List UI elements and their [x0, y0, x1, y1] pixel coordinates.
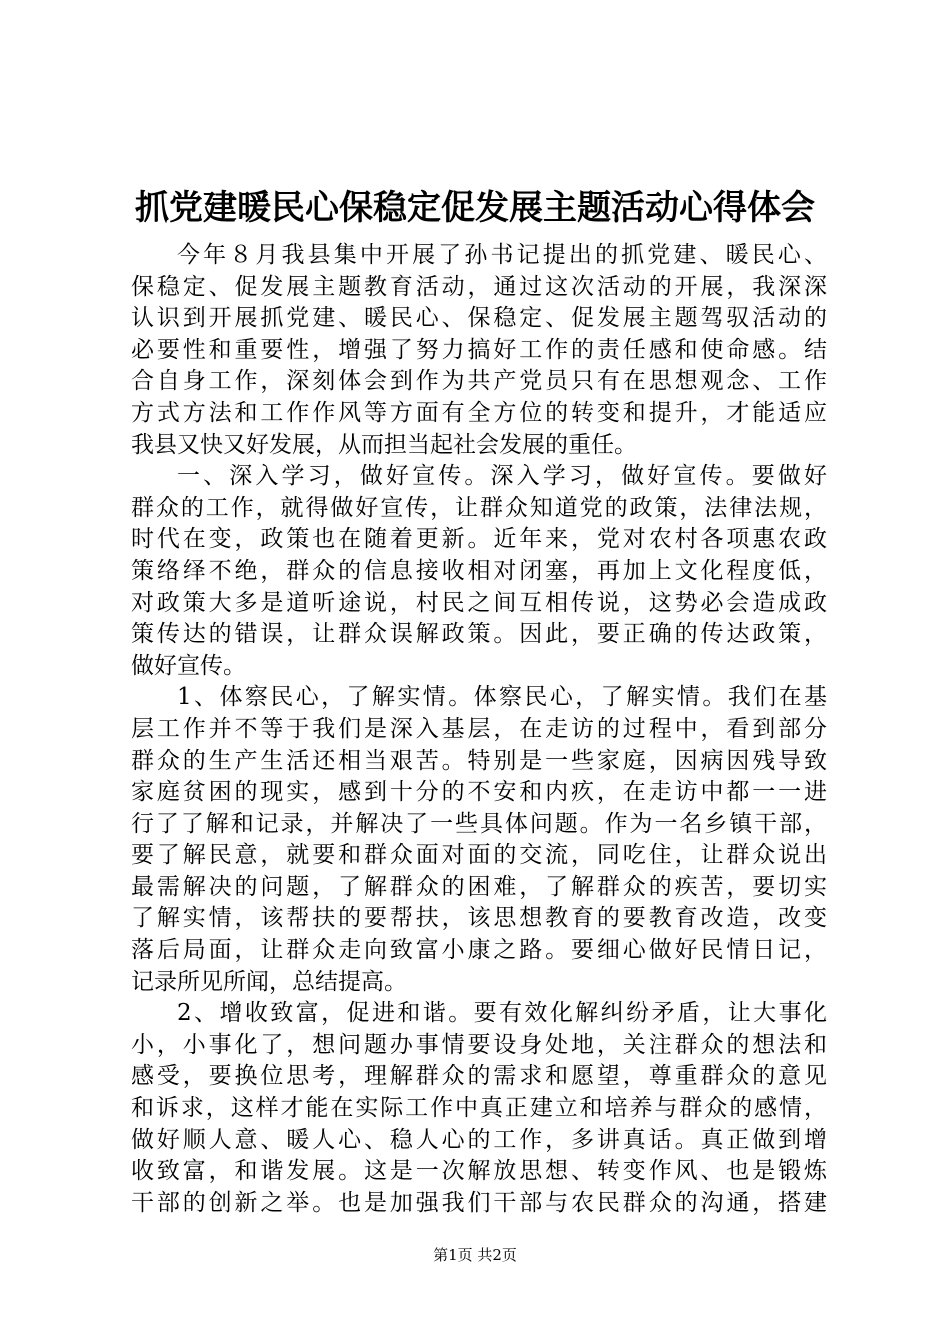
paragraph-line: 记录所见所闻，总结提高。 — [131, 968, 407, 995]
paragraph-line: 收致富，和谐发展。这是一次解放思想、转变作风、也是锻炼 — [131, 1158, 827, 1185]
paragraph-line: 方式方法和工作作风等方面有全方位的转变和提升，才能适应 — [131, 399, 827, 426]
paragraph-line: 策传达的错误，让群众误解政策。因此，要正确的传达政策， — [131, 621, 827, 648]
paragraph-line: 今年８月我县集中开展了孙书记提出的抓党建、暖民心、 — [177, 242, 827, 268]
paragraph-item-2 — [131, 998, 827, 1219]
paragraph-line: 2、增收致富，促进和谐。要有效化解纠纷矛盾，让大事化 — [177, 1000, 827, 1027]
paragraph-line: 要了解民意，就要和群众面对面的交流，同吃住，让群众说出 — [131, 842, 827, 869]
paragraph-line: 落后局面，让群众走向致富小康之路。要细心做好民情日记， — [131, 937, 827, 964]
paragraph-line: 小，小事化了，想问题办事情要设身处地，关注群众的想法和 — [131, 1031, 827, 1058]
paragraph-line: 最需解决的问题，了解群众的困难，了解群众的疾苦，要切实 — [131, 873, 827, 900]
paragraph-line: 保稳定、促发展主题教育活动，通过这次活动的开展，我深深 — [131, 273, 827, 300]
document-title: 抓党建暖民心保稳定促发展主题活动心得体会 — [135, 188, 815, 228]
paragraph-line: 1、体察民心，了解实情。体察民心，了解实情。我们在基 — [177, 684, 827, 711]
paragraph-line: 了解实情，该帮扶的要帮扶，该思想教育的要教育改造，改变 — [131, 905, 827, 932]
paragraph-line: 行了了解和记录，并解决了一些具体问题。作为一名乡镇干部， — [131, 810, 827, 837]
paragraph-line: 群众的生产生活还相当艰苦。特别是一些家庭，因病因残导致 — [131, 747, 827, 774]
document-body — [131, 240, 827, 1219]
paragraph-line: 合自身工作，深刻体会到作为共产党员只有在思想观念、工作 — [131, 368, 827, 395]
paragraph-item-1 — [131, 682, 827, 998]
paragraph-line: 家庭贫困的现实，感到十分的不安和内疚，在走访中都一一进 — [131, 779, 827, 806]
paragraph-line: 和诉求，这样才能在实际工作中真正建立和培养与群众的感情， — [131, 1095, 827, 1122]
paragraph-line: 策络绎不绝，群众的信息接收相对闭塞，再加上文化程度低， — [131, 557, 827, 584]
paragraph-line: 做好宣传。 — [131, 652, 246, 679]
paragraph-line: 必要性和重要性，增强了努力搞好工作的责任感和使命感。结 — [131, 336, 827, 363]
paragraph-line: 群众的工作，就得做好宣传，让群众知道党的政策，法律法规， — [131, 494, 827, 521]
paragraph-line: 认识到开展抓党建、暖民心、保稳定、促发展主题驾驭活动的 — [131, 305, 827, 332]
paragraph-line: 做好顺人意、暖人心、稳人心的工作，多讲真话。真正做到增 — [131, 1126, 827, 1153]
paragraph-line: 干部的创新之举。也是加强我们干部与农民群众的沟通，搭建 — [131, 1189, 827, 1216]
paragraph-line: 层工作并不等于我们是深入基层，在走访的过程中，看到部分 — [131, 715, 827, 742]
page-number-footer: 第1页 共2页 — [433, 1246, 517, 1264]
paragraph-line: 感受，要换位思考，理解群众的需求和愿望，尊重群众的意见 — [131, 1063, 827, 1090]
paragraph-line: 我县又快又好发展，从而担当起社会发展的重任。 — [131, 431, 637, 458]
paragraph-section-1 — [131, 461, 827, 682]
paragraph-line: 对政策大多是道听途说，村民之间互相传说，这势必会造成政 — [131, 589, 827, 616]
paragraph-line: 时代在变，政策也在随着更新。近年来，党对农村各项惠农政 — [131, 526, 827, 553]
paragraph-intro — [131, 240, 827, 461]
paragraph-line: 一、深入学习，做好宣传。深入学习，做好宣传。要做好 — [177, 463, 827, 490]
